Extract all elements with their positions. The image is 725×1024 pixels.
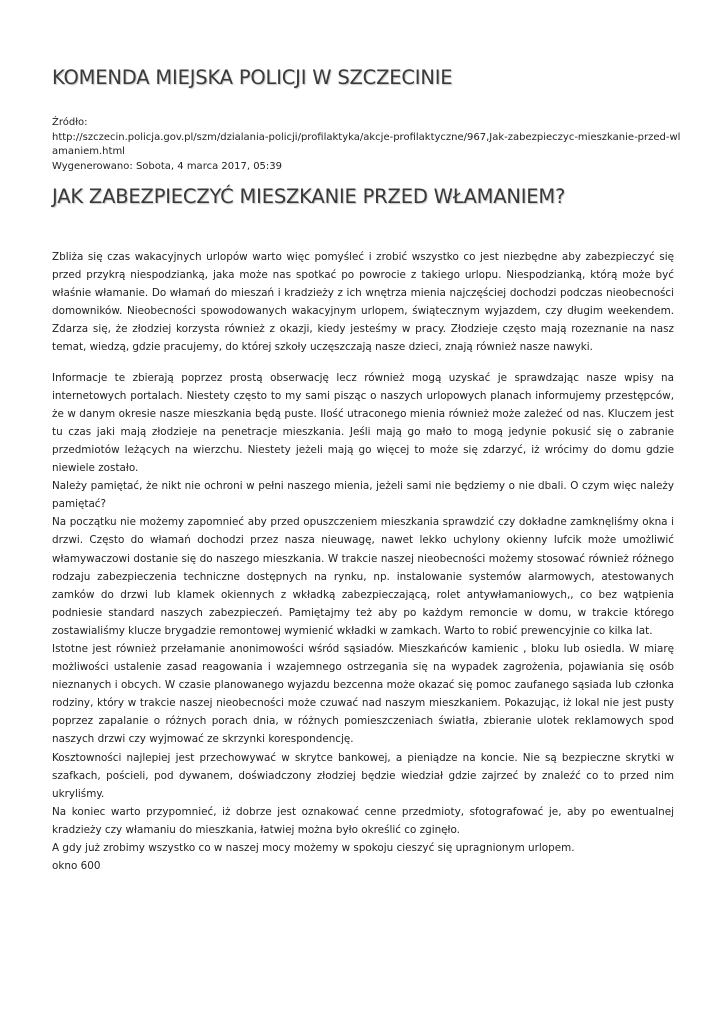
article-paragraph: Kosztowności najlepiej jest przechowywać w skrytce bankowej, a pieniądze na koncie. Nie są bezpieczne skrytki w szafkach, pościeli, pod dywanem, doświadczony złodziej będzie wiedział gdzie zajrzeć by znaleźć co to przed nim ukryliśmy. [52, 751, 674, 800]
article-paragraph: Istotne jest również przełamanie anonimowości wśród sąsiadów. Mieszkańców kamienic , bloku lub osiedla. W miarę możliwości ustalenie zasad reagowania i wzajemnego ostrzegania się na wypadek zagrożenia, pojawiania się osób nieznanych i obcych. W czasie planowanego wyjazdu bezcenna może okazać się pomoc zaufanego sąsiada lub członka rodziny, który w trakcie naszej nieobecności może czuwać nad naszym mieszkaniem. Pokazując, iż lokal nie jest pusty poprzez zapalanie o różnych porach dnia, w różnych pomieszczeniach światła, zbieranie ulotek reklamowych spod naszych drzwi czy wyjmować ze skrzynki korespondencję. [52, 642, 674, 746]
article-body [52, 248, 674, 875]
source-meta [52, 116, 682, 174]
article-paragraph: Na początku nie możemy zapomnieć aby przed opuszczeniem mieszkania sprawdzić czy dokładne zamknęliśmy okna i drzwi. Często do włamań dochodzi przez nasza nieuwagę, nawet lekko uchylony okienny lufcik może umożliwić włamywaczowi dostanie się do naszego mieszkania. W trakcie naszej nieobecności możemy stosować również różnego rodzaju zabezpieczenia techniczne dostępnych na rynku, np. instalowanie systemów alarmowych, atestowanych zamków do drzwi lub klamek okiennych z wkładką zabezpieczającą, rolet antywłamaniowych,, co bez wątpienia podniesie standard naszych zabezpieczeń. Pamiętajmy też aby po każdym remoncie w domu, w trakcie którego zostawialiśmy klucze brygadzie remontowej wymienić wkładki w zamkach. Warto to robić prewencyjnie co kilka lat. [52, 516, 674, 637]
article-paragraph: Należy pamiętać, że nikt nie ochroni w pełni naszego mienia, jeżeli sami nie będziemy o nie dbali. O czym więc należy pamiętać? [52, 480, 674, 511]
article-paragraph: A gdy już zrobimy wszystko co w naszej mocy możemy w spokoju cieszyć się upragnionym urlopem. [52, 842, 575, 854]
article-paragraph: Informacje te zbierają poprzez prostą obserwację lecz również mogą uzyskać je sprawdzając nasze wpisy na internetowych portalach. Niestety często to my sami pisząc o naszych urlopowych planach informujemy przestępców, że w danym okresie nasze mieszkania będą puste. Ilość utraconego mienia również może zależeć od nas. Kluczem jest tu czas jaki mają złodzieje na penetracje mieszkania. Jeśli mają go mało to mogą jedynie pokusić się o zabranie przedmiotów leżących na wierzchu. Niestety jeżeli mają go więcej to może się zdarzyć, iż wrócimy do domu gdzie niewiele zostało. [52, 371, 674, 475]
source-label: Źródło: [52, 117, 88, 128]
article-title: JAK ZABEZPIECZYĆ MIESZKANIE PRZED WŁAMANIEM? [52, 185, 566, 208]
article-paragraph: Na koniec warto przypomnieć, iż dobrze jest oznakować cenne przedmioty, sfotografować je, aby po ewentualnej kradzieży czy włamaniu do mieszkania, łatwiej można było określić co zginęło. [52, 805, 674, 836]
article-paragraph: Zbliża się czas wakacyjnych urlopów warto więc pomyśleć i zrobić wszystko co jest niezbędne aby zabezpieczyć się przed przykrą niespodzianką, jaka może nas spotkać po powrocie z takiego urlopu. Niespodzianką, którą może być właśnie włamanie. Do włamań do mieszań i kradzieży z ich wnętrza mienia najczęściej dochodzi podczas nieobecności domowników. Nieobecności spowodowanych wakacyjnym urlopem, świątecznym wyjazdem, czy długim weekendem. Zdarza się, że złodziej korzysta również z okazji, kiedy jesteśmy w pracy. Złodzieje często mają rozeznanie na nasz temat, wiedzą, gdzie pracujemy, do której szkoły uczęszczają nasze dzieci, znają również nasze nawyki. [52, 251, 674, 354]
source-url[interactable]: http://szczecin.policja.gov.pl/szm/dzialania-policji/profilaktyka/akcje-profilaktyczne/967,Jak-zabezpieczyc-mieszkanie-przed-wlamaniem.html [52, 131, 681, 157]
generated-timestamp: Wygenerowano: Sobota, 4 marca 2017, 05:39 [52, 160, 283, 172]
article-footer-note: okno 600 [52, 860, 101, 873]
site-title: KOMENDA MIEJSKA POLICJI W SZCZECINIE [52, 66, 453, 89]
